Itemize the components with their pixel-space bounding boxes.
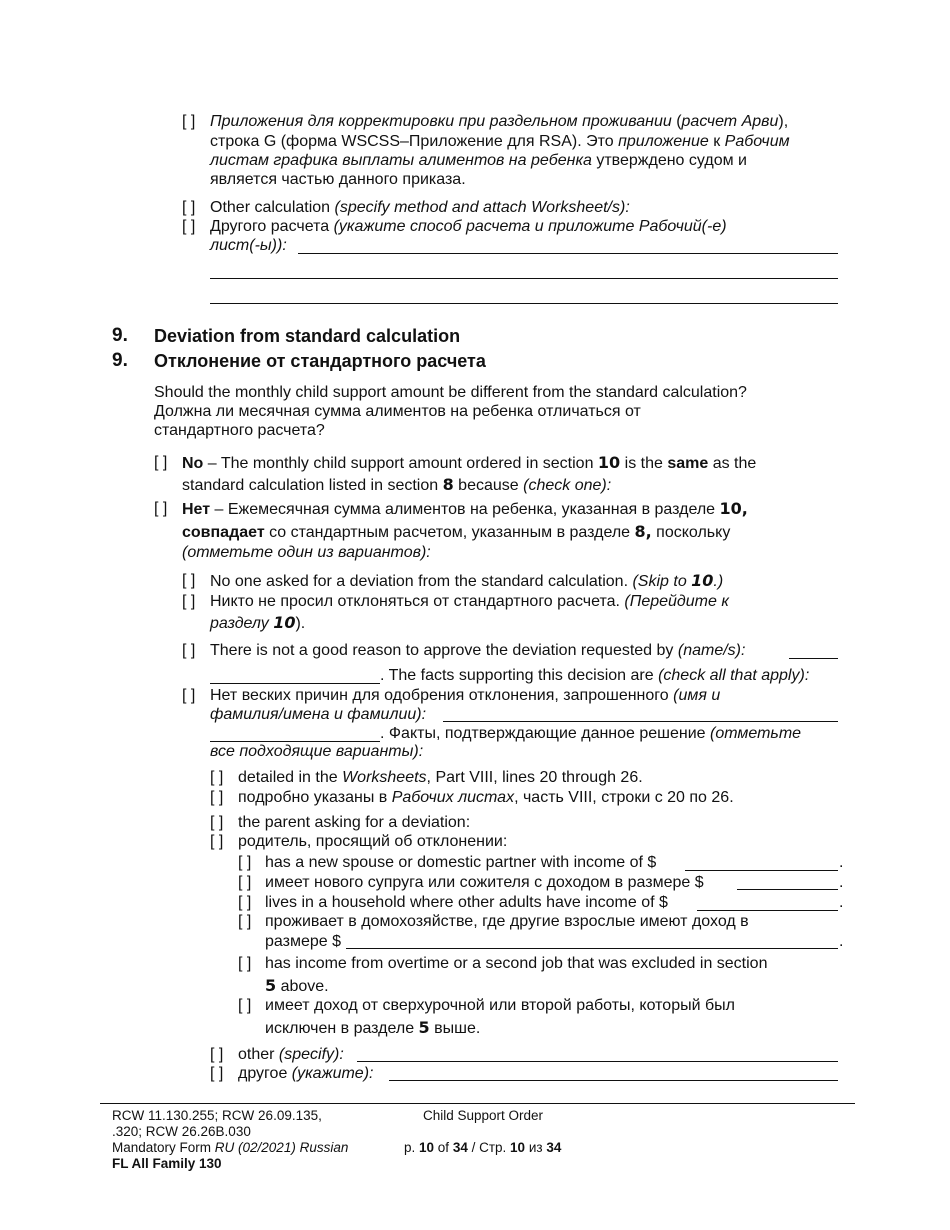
no-one-asked-ru: Никто не просил отклоняться от стандартного расчета. (Перейдите к xyxy=(210,593,729,610)
overtime-en-2: 5 above. xyxy=(265,976,329,995)
no-reason-ru-line-1: Нет веских причин для одобрения отклонения, запрошенного (имя и xyxy=(210,687,721,704)
parent-asking-ru: родитель, просящий об отклонении: xyxy=(238,833,508,850)
other-calc-ru-line-2: лист(-ы)): xyxy=(210,237,287,254)
household-income-ru-1: проживает в домохозяйстве, где другие взрослые имеют доход в xyxy=(265,913,749,930)
section-9-question-ru-1: Должна ли месячная сумма алиментов на ребенка отличаться от xyxy=(154,403,641,420)
arvi-line-2: строка G (форма WSCSS–Приложение для RSA). Это приложение к Рабочим xyxy=(210,133,790,150)
footer-mandatory-form: Mandatory Form RU (02/2021) Russian xyxy=(112,1140,349,1155)
overtime-ru-2: исключен в разделе 5 выше. xyxy=(265,1018,481,1037)
checkbox-no-reason-ru[interactable]: [ ] xyxy=(182,687,196,704)
footer-divider xyxy=(100,1103,855,1104)
no-reason-name-fill-1[interactable] xyxy=(789,658,838,659)
checkbox-worksheets-ru[interactable]: [ ] xyxy=(210,789,224,806)
no-option-en-line-1: No – The monthly child support amount ordered in section 10 is the same as the xyxy=(182,453,757,472)
no-reason-en-line-2: . The facts supporting this decision are (check all that apply): xyxy=(380,667,810,684)
no-reason-ru-line-3: . Факты, подтверждающие данное решение (отметьте xyxy=(380,725,802,742)
no-reason-name-fill-2[interactable] xyxy=(210,683,380,684)
section-9-question-en: Should the monthly child support amount be different from the standard calculation? xyxy=(154,384,747,401)
other-calc-fill-line-1[interactable] xyxy=(298,253,838,254)
section-9-question-ru-2: стандартного расчета? xyxy=(154,422,325,439)
worksheets-ru: подробно указаны в Рабочих листах, часть VIII, строки с 20 по 26. xyxy=(238,789,734,806)
other-specify-en: other (specify): xyxy=(238,1046,344,1063)
checkbox-no-ru[interactable]: [ ] xyxy=(154,500,168,517)
household-income-ru-period: . xyxy=(839,933,844,950)
checkbox-household-en[interactable]: [ ] xyxy=(238,894,252,911)
spouse-income-ru-fill[interactable] xyxy=(737,889,838,890)
other-specify-en-fill[interactable] xyxy=(357,1061,838,1062)
no-reason-ru-name-fill-1[interactable] xyxy=(443,721,838,722)
worksheets-en: detailed in the Worksheets, Part VIII, lines 20 through 26. xyxy=(238,769,643,786)
household-income-en-fill[interactable] xyxy=(697,910,838,911)
checkbox-other-ru[interactable]: [ ] xyxy=(210,1065,224,1082)
other-calc-ru: Другого расчета (укажите способ расчета и приложите Рабочий(-е) xyxy=(210,218,727,235)
checkbox-household-ru[interactable]: [ ] xyxy=(238,913,252,930)
overtime-ru-1: имеет доход от сверхурочной или второй работы, который был xyxy=(265,997,735,1014)
checkbox-spouse-en[interactable]: [ ] xyxy=(238,854,252,871)
arvi-line-1: Приложения для корректировки при раздельном проживании (расчет Арви), xyxy=(210,113,789,130)
section-9-number-ru: 9. xyxy=(112,350,128,371)
checkbox-arvi[interactable]: [ ] xyxy=(182,113,196,130)
footer-form-id: FL All Family 130 xyxy=(112,1156,222,1171)
household-income-en: lives in a household where other adults have income of $ xyxy=(265,894,668,911)
no-one-asked-ru-line-2: разделу 10). xyxy=(210,613,306,632)
spouse-income-en: has a new spouse or domestic partner with income of $ xyxy=(265,854,657,871)
checkbox-no-en[interactable]: [ ] xyxy=(154,454,168,471)
arvi-line-4: является частью данного приказа. xyxy=(210,171,466,188)
household-income-ru-2: размере $ xyxy=(265,933,341,950)
checkbox-parent-ru[interactable]: [ ] xyxy=(210,833,224,850)
checkbox-spouse-ru[interactable]: [ ] xyxy=(238,874,252,891)
no-option-ru-line-2: совпадает со стандартным расчетом, указанным в разделе 8, поскольку xyxy=(182,522,731,541)
other-calc-fill-line-2[interactable] xyxy=(210,278,838,279)
footer-doc-title: Child Support Order xyxy=(423,1108,544,1123)
no-one-asked-en: No one asked for a deviation from the standard calculation. (Skip to 10.) xyxy=(210,571,724,590)
checkbox-overtime-en[interactable]: [ ] xyxy=(238,955,252,972)
checkbox-no-reason-en[interactable]: [ ] xyxy=(182,642,196,659)
no-option-en-line-2: standard calculation listed in section 8 because (check one): xyxy=(182,475,612,494)
checkbox-worksheets-en[interactable]: [ ] xyxy=(210,769,224,786)
footer-page-number: p. 10 of 34 / Стр. 10 из 34 xyxy=(404,1140,562,1155)
parent-asking-en: the parent asking for a deviation: xyxy=(238,814,471,831)
household-income-ru-fill[interactable] xyxy=(346,948,838,949)
checkbox-no-one-en[interactable]: [ ] xyxy=(182,572,196,589)
checkbox-no-one-ru[interactable]: [ ] xyxy=(182,593,196,610)
section-9-number-en: 9. xyxy=(112,325,128,346)
household-income-en-period: . xyxy=(839,894,844,911)
checkbox-other-en[interactable]: [ ] xyxy=(210,1046,224,1063)
no-reason-en-line-1: There is not a good reason to approve the deviation requested by (name/s): xyxy=(210,642,746,659)
spouse-income-ru-period: . xyxy=(839,874,844,891)
no-option-ru-line-1: Нет – Ежемесячная сумма алиментов на ребенка, указанная в разделе 10, xyxy=(182,499,748,518)
footer-rcw-1: RCW 11.130.255; RCW 26.09.135, xyxy=(112,1108,322,1123)
no-option-ru-line-3: (отметьте один из вариантов): xyxy=(182,544,431,561)
spouse-income-en-period: . xyxy=(839,854,844,871)
other-calc-en: Other calculation (specify method and attach Worksheet/s): xyxy=(210,199,630,216)
checkbox-other-calc-ru[interactable]: [ ] xyxy=(182,218,196,235)
other-specify-ru: другое (укажите): xyxy=(238,1065,374,1082)
other-specify-ru-fill[interactable] xyxy=(389,1080,838,1081)
section-9-title-ru: Отклонение от стандартного расчета xyxy=(154,351,486,371)
no-reason-ru-line-4: все подходящие варианты): xyxy=(210,743,424,760)
section-9-title-en: Deviation from standard calculation xyxy=(154,326,461,346)
other-calc-fill-line-3[interactable] xyxy=(210,303,838,304)
checkbox-overtime-ru[interactable]: [ ] xyxy=(238,997,252,1014)
overtime-en-1: has income from overtime or a second job that was excluded in section xyxy=(265,955,768,972)
arvi-line-3: листам графика выплаты алиментов на ребенка утверждено судом и xyxy=(210,152,747,169)
footer-rcw-2: .320; RCW 26.26B.030 xyxy=(112,1124,251,1139)
spouse-income-en-fill[interactable] xyxy=(685,870,838,871)
checkbox-parent-en[interactable]: [ ] xyxy=(210,814,224,831)
no-reason-ru-line-2: фамилия/имена и фамилии): xyxy=(210,706,427,723)
spouse-income-ru: имеет нового супруга или сожителя с доходом в размере $ xyxy=(265,874,704,891)
checkbox-other-calc-en[interactable]: [ ] xyxy=(182,199,196,216)
